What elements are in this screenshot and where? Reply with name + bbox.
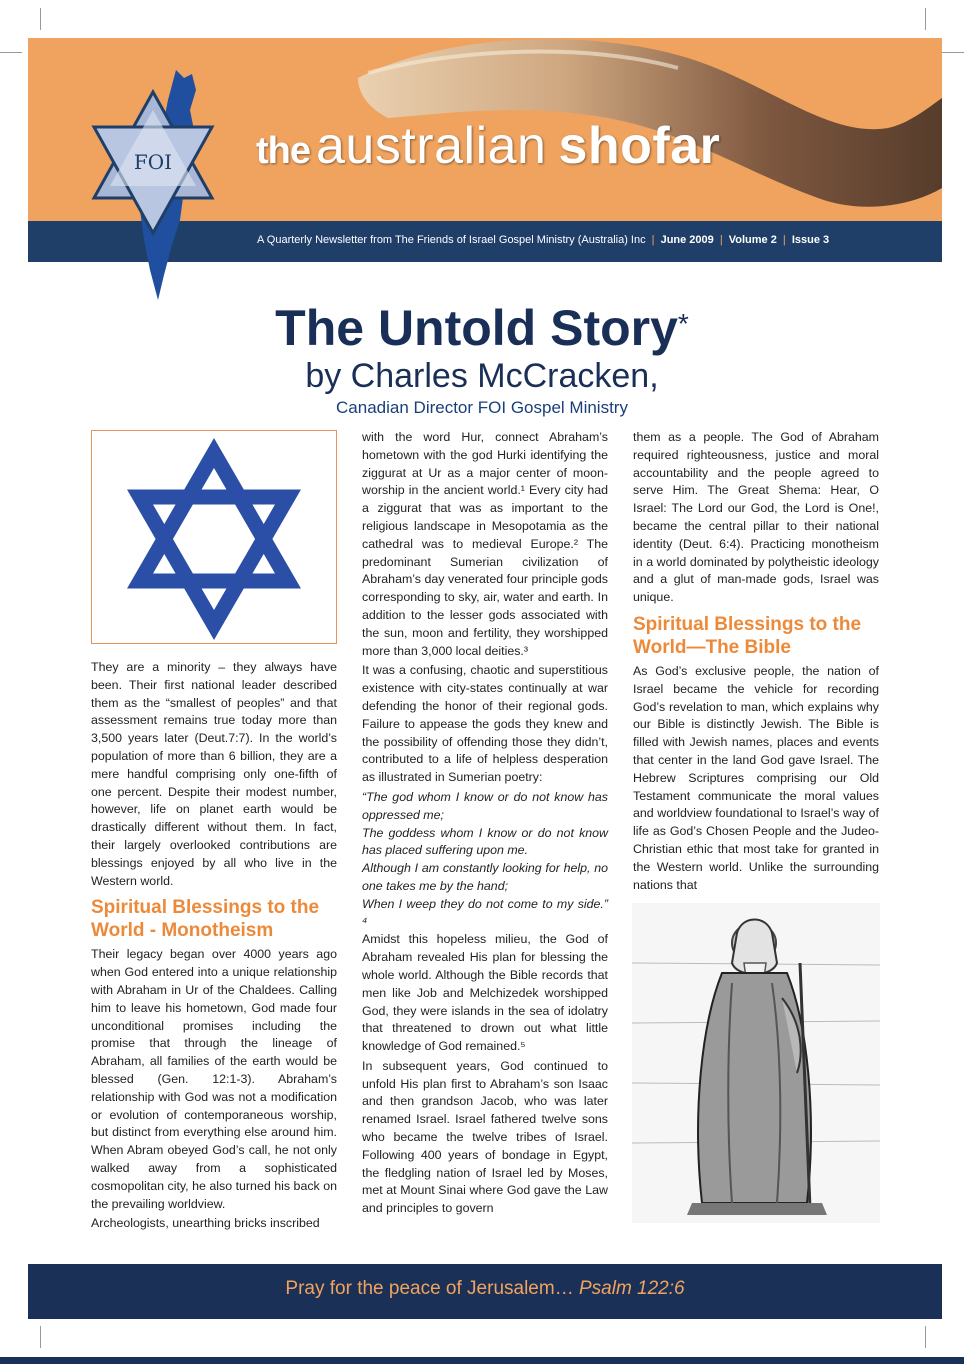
column-3 bbox=[633, 429, 879, 896]
robed-man-image bbox=[632, 903, 880, 1223]
footer-scripture-ref: Psalm 122:6 bbox=[578, 1278, 685, 1299]
poem-line: When I weep they do not come to my side.” ⁴ bbox=[362, 896, 608, 929]
article-header bbox=[0, 297, 964, 419]
crop-mark bbox=[40, 8, 41, 30]
paragraph: It was a confusing, chaotic and superstitious existence with city-states continually at war defending the honor of their regional gods. Failure to appease the gods they knew and the possibility of offending those they didn’t, contributed to a life of helpless desperation as illustrated in Sumerian poetry: bbox=[362, 663, 608, 785]
masthead-shofar: shofar bbox=[558, 117, 721, 175]
article-title-asterisk: * bbox=[677, 308, 689, 339]
column-1 bbox=[91, 659, 337, 1235]
poem-line: The goddess whom I know or do not know has placed suffering upon me. bbox=[362, 825, 608, 858]
logo-text: FOI bbox=[133, 150, 173, 174]
issue-date: June 2009 bbox=[660, 234, 714, 246]
section-heading-bible: Spiritual Blessings to the World—The Bible bbox=[633, 613, 862, 658]
separator: | bbox=[719, 234, 723, 246]
article-title bbox=[0, 297, 964, 359]
paragraph: They are a minority – they always have been. Their first national leader described them as the “smallest of peoples” and that assessment remains true today more than 3,500 years later (Deut.7:7). In the world’s population of more than 6 billion, they are a mere handful comprising only one-fifth of one percent. Despite their modest number, however, life on planet earth would be drastically different without them. In fact, their largely overlooked contributions are blessings enjoyed by all who live in the Western world. bbox=[91, 660, 337, 888]
crop-mark bbox=[942, 52, 964, 53]
article-byline: by Charles McCracken, bbox=[305, 357, 659, 395]
paragraph: with the word Hur, connect Abraham’s hometown with the god Hurki identifying the ziggurat at Ur as a major center of moon-worship in the ancient world.¹ Every city had a ziggurat that was as important to the religious landscape in Mesopotamia as the cathedral was to medieval Europe.² The predominant Sumerian civilization of Abraham’s day venerated four principle gods corresponding to sky, air, water and earth. In addition to the lesser gods associated with the sun, moon and fertility, they worshipped more than 3,000 local deities.³ bbox=[362, 430, 608, 658]
issue-number: Issue 3 bbox=[791, 234, 830, 246]
paragraph: As God’s exclusive people, the nation of Israel became the vehicle for recording God’s revelation to man, which explains why our Bible is distinctly Jewish. The Bible is filled with Jewish names, places and events that center in the land God gave Israel. The Hebrew Scriptures comprising our Old Testament communicate the moral values and worldview foundational to Israel’s way of life as God’s Chosen People and the Judeo-Christian ethic that most take for granted in the Western world. Unlike the surrounding nations that bbox=[633, 663, 879, 892]
poem-line: “The god whom I know or do not know has oppressed me; bbox=[362, 789, 608, 822]
star-of-david-image bbox=[91, 430, 337, 644]
author-role: Canadian Director FOI Gospel Ministry bbox=[336, 398, 628, 417]
paragraph: Their legacy began over 4000 years ago when God entered into a unique relationship with Abraham in Ur of the Chaldees. Calling him to leave his hometown, God made four unconditional promises including the promise that through the lineage of Abraham, all families of the earth would be blessed (Gen. 12:1-3). Abraham’s relationship with God was not a modification or evolution of contemporaneous worship, but distinct from everything else around him. When Abram obeyed God’s call, he not only walked away from a sophisticated cosmopolitan city, he also turned his back on the prevailing worldview. bbox=[91, 947, 337, 1211]
poem-line: Although I am constantly looking for help, no one takes me by the hand; bbox=[362, 861, 608, 893]
crop-mark bbox=[925, 8, 926, 30]
paragraph: them as a people. The God of Abraham required righteousness, justice and moral accountability and the people agreed to serve Him. The Great Shema: Hear, O Israel: The Lord our God, the Lord is One!, became the central pillar to their national identity (Deut. 6:4). Practicing monotheism in a world dominated by polytheistic ideology and a glut of man-made gods, Israel was unique. bbox=[633, 430, 879, 605]
masthead-australian: australian bbox=[316, 117, 547, 175]
crop-mark bbox=[40, 1326, 41, 1348]
bottom-rule bbox=[0, 1357, 964, 1364]
paragraph: Amidst this hopeless milieu, the God of Abraham revealed His plan for blessing the whole world. Although the Bible records that men like Job and Melchizedek worshipped God, they were islands in the sea of idolatry that threatened to drown out what little knowledge of God remained.⁵ bbox=[362, 932, 608, 1054]
newsletter-subtitle: A Quarterly Newsletter from The Friends of Israel Gospel Ministry (Australia) Inc bbox=[257, 234, 646, 246]
separator: | bbox=[651, 234, 655, 246]
article-title-text: The Untold Story bbox=[275, 300, 678, 356]
masthead-the: the bbox=[256, 130, 310, 172]
separator: | bbox=[782, 234, 786, 246]
foi-logo bbox=[84, 70, 222, 300]
issue-volume: Volume 2 bbox=[728, 234, 777, 246]
crop-mark bbox=[925, 1326, 926, 1348]
crop-mark bbox=[0, 52, 22, 53]
section-heading-monotheism: Spiritual Blessings to the World - Monotheism bbox=[91, 897, 320, 942]
footer-prayer: Pray for the peace of Jerusalem… bbox=[285, 1278, 579, 1299]
paragraph: Archeologists, unearthing bricks inscribed bbox=[91, 1216, 320, 1231]
footer-text bbox=[28, 1278, 942, 1300]
paragraph: In subsequent years, God continued to unfold His plan first to Abraham’s son Isaac and then grandson Jacob, who was later renamed Israel. Israel fathered twelve sons who became the twelve tribes of Israel. Following 400 years of bondage in Egypt, the fledgling nation of Israel led by Moses, met at Mount Sinai where God gave the Law and principles to govern bbox=[362, 1058, 608, 1216]
column-2 bbox=[362, 429, 608, 1220]
footer-banner bbox=[28, 1264, 942, 1319]
masthead-info-text bbox=[257, 234, 829, 246]
patriarch-illustration bbox=[632, 903, 880, 1223]
star-of-david-icon bbox=[92, 431, 336, 643]
masthead-title bbox=[256, 116, 720, 181]
